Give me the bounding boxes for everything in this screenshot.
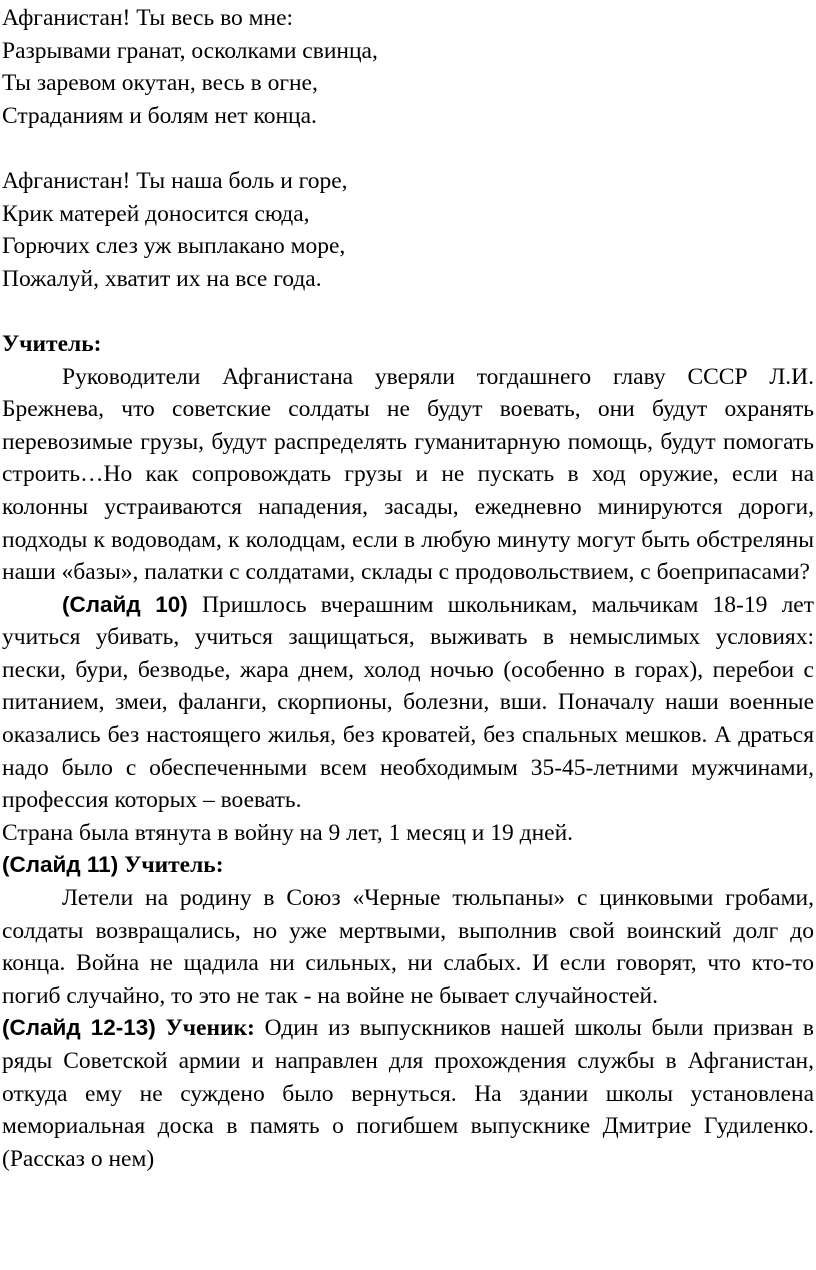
student-text: Один из выпускников нашей школы были призван в ряды Советской армии и направлен для прохождения службы в Афганистан, откуда ему не суждено было вернуться. На здании школы установлена мемориальная доска в память о погибшем выпускнике Дмитрие Гудиленко. (Рассказ о нем) <box>2 1015 814 1172</box>
speaker-teacher-heading: Учитель: <box>2 330 102 357</box>
section-spacer <box>0 295 816 328</box>
slide-12-13-label: (Слайд 12-13) <box>2 1015 156 1041</box>
teacher-paragraph-1: Руководители Афганистана уверяли тогдашнего главу СССР Л.И. Брежнева, что советские солдаты не будут воевать, они будут охранять перевозимые грузы, будут распределять гуманитарную помощь, будут помогать строить…Но как сопровождать грузы и не пускать в ход оружие, если на колонны устраиваются нападения, засады, ежедневно минируются дороги, подходы к водоводам, к колодцам, если в любую минуту могут быть обстреляны наши «базы», палатки с солдатами, склады с продовольствием, с боеприпасами? <box>2 363 814 586</box>
poem-line: Пожалуй, хватит их на все года. <box>2 265 322 292</box>
poem-stanza-1 <box>0 2 816 132</box>
slide-12-13-paragraph <box>0 1012 816 1175</box>
slide-11-label: (Слайд 11) <box>2 852 119 878</box>
slide-10-text: Пришлось вчерашним школьникам, мальчикам 18-19 лет учиться убивать, учиться защищаться, выживать в немыслимых условиях: пески, бури, безводье, жара днем, холод ночью (особенно в горах), перебои с питанием, змеи, фаланги, скорпионы, болезни, вши. Поначалу наши военные оказались без настоящего жилья, без кроватей, без спальных мешков. А драться надо было с обеспеченными всем необходимым 35-45-летними мужчинами, профессия которых – воевать. <box>2 591 814 814</box>
poem-line: Крик матерей доносится сюда, <box>2 200 310 227</box>
speaker-student-label: Ученик: <box>155 1015 255 1042</box>
slide-11-heading <box>0 849 816 882</box>
slide-10-paragraph <box>0 589 816 817</box>
poem-line: Горючих слез уж выплакано море, <box>2 233 346 260</box>
poem-line: Страданиям и болям нет конца. <box>2 102 317 129</box>
poem-line: Афганистан! Ты наша боль и горе, <box>2 167 348 194</box>
speaker-teacher-label: Учитель: <box>118 852 224 879</box>
poem-stanza-2 <box>0 165 816 295</box>
stanza-spacer <box>0 132 816 165</box>
teacher-paragraph-2: Летели на родину в Союз «Черные тюльпаны» с цинковыми гробами, солдаты возвращались, но уже мертвыми, выполнив свой воинский долг до конца. Война не щадила ни сильных, ни слабых. И если говорят, что кто-то погиб случайно, то это не так - на войне не бывает случайностей. <box>2 885 814 1009</box>
slide-10-label: (Слайд 10) <box>62 591 188 617</box>
poem-line: Ты заревом окутан, весь в огне, <box>2 70 318 97</box>
war-duration-line: Страна была втянута в войну на 9 лет, 1 месяц и 19 дней. <box>2 819 574 846</box>
poem-line: Афганистан! Ты весь во мне: <box>2 5 294 31</box>
poem-line: Разрывами гранат, осколками свинца, <box>2 37 378 64</box>
